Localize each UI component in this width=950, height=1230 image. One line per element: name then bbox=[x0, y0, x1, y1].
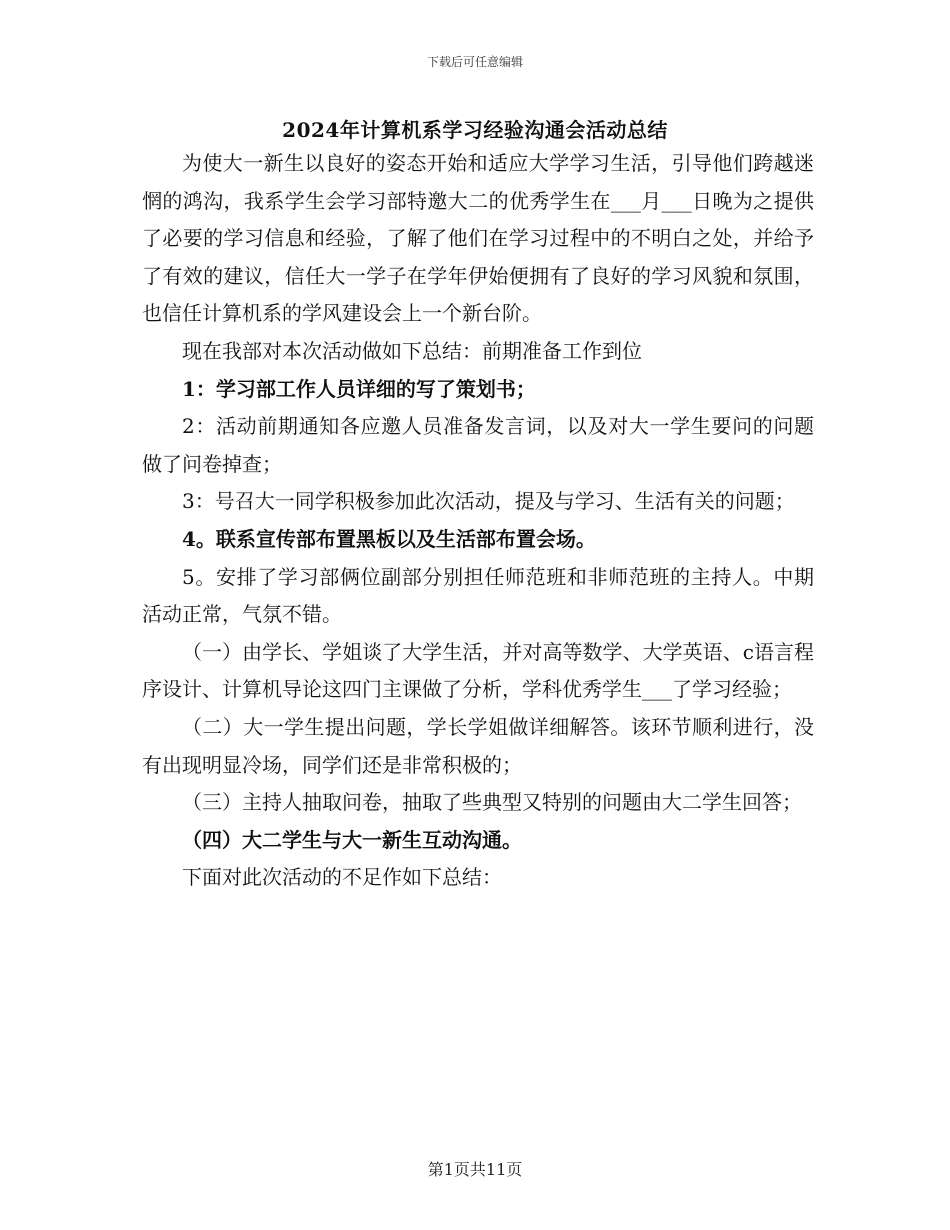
document-body bbox=[142, 145, 814, 897]
paragraph-intro: 为使大一新生以良好的姿态开始和适应大学学习生活，引导他们跨越迷惘的鸿沟，我系学生会学习部特邀大二的优秀学生在___月___日晚为之提供了必要的学习信息和经验，了解了他们在学习过程中的不明白之处，并给予了有效的建议，信任大一学子在学年伊始便拥有了良好的学习风貌和氛围，也信任计算机系的学风建设会上一个新台阶。 bbox=[142, 151, 814, 326]
paragraph-sub-4: （四）大二学生与大一新生互动沟通。 bbox=[182, 827, 522, 852]
document-title: 2024年计算机系学习经验沟通会活动总结 bbox=[282, 118, 668, 142]
header-note: 下载后可任意编辑 bbox=[426, 55, 523, 69]
page-footer: 第1页共11页 bbox=[427, 1160, 523, 1179]
paragraph-sub-2: （二）大一学生提出问题，学长学姐做详细解答。该环节顺利进行，没有出现明显冷场，同学们还是非常积极的； bbox=[142, 714, 814, 777]
paragraph-item-4: 4。联系宣传部布置黑板以及生活部布置会场。 bbox=[182, 526, 596, 551]
paragraph-item-3: 3：号召大一同学积极参加此次活动，提及与学习、生活有关的问题； bbox=[182, 489, 795, 514]
paragraph-shortcomings-lead: 下面对此次活动的不足作如下总结： bbox=[182, 865, 502, 890]
paragraph-sub-3: （三）主持人抽取问卷，抽取了些典型又特别的问题由大二学生回答； bbox=[182, 790, 802, 815]
paragraph-item-5: 5。安排了学习部俩位副部分别担任师范班和非师范班的主持人。中期活动正常，气氛不错。 bbox=[142, 564, 814, 627]
paragraph-item-1: 1：学习部工作人员详细的写了策划书； bbox=[182, 376, 536, 401]
paragraph-summary-lead: 现在我部对本次活动做如下总结：前期准备工作到位 bbox=[182, 338, 642, 363]
paragraph-item-2: 2：活动前期通知各应邀人员准备发言词，以及对大一学生要问的问题做了问卷掉查； bbox=[142, 414, 814, 476]
paragraph-sub-1: （一）由学长、学姐谈了大学生活，并对高等数学、大学英语、c语言程序设计、计算机导论这四门主课做了分析，学科优秀学生___了学习经验； bbox=[142, 639, 814, 702]
